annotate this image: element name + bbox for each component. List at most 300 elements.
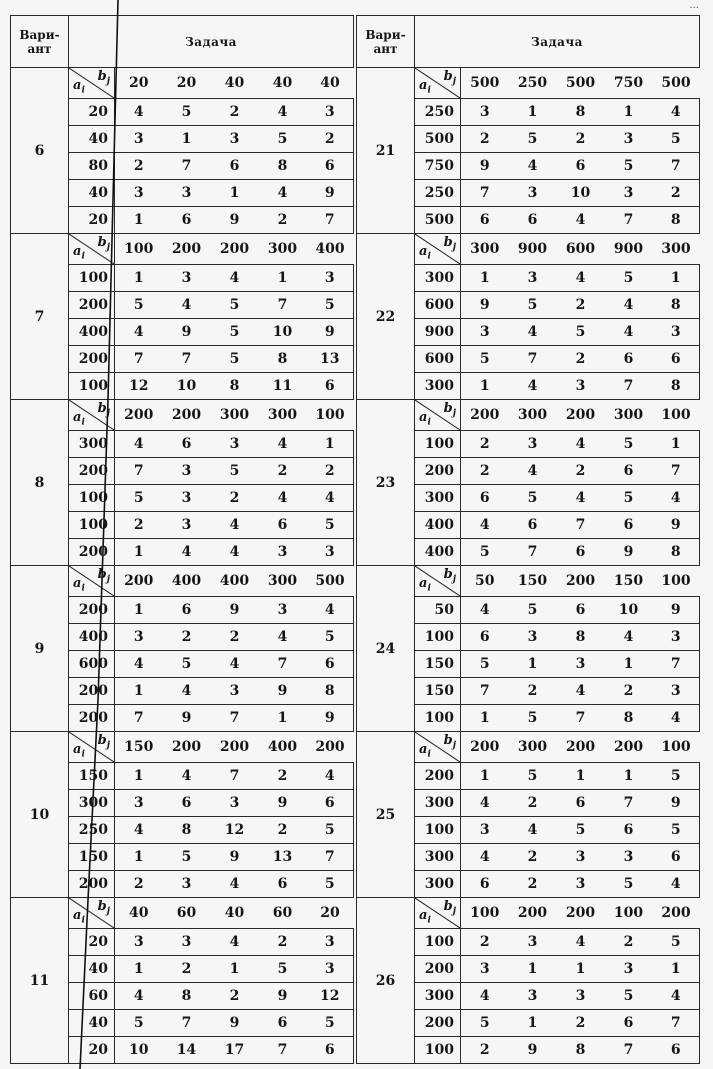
- cost-value: 1: [605, 651, 653, 678]
- supply-value: 40: [69, 180, 115, 207]
- cost-value: 1: [557, 956, 605, 983]
- cost-value: 4: [259, 485, 307, 512]
- variant-column-header: Вари- ант: [357, 16, 415, 68]
- cost-value: 4: [509, 153, 557, 180]
- cost-value: 1: [115, 678, 163, 705]
- demand-value: 200: [163, 234, 211, 265]
- cost-value: 1: [509, 1010, 557, 1037]
- cost-value: 5: [163, 99, 211, 126]
- supply-value: 100: [415, 1037, 461, 1064]
- cost-value: 1: [211, 956, 259, 983]
- demand-value: 300: [461, 234, 509, 265]
- supply-value: 100: [69, 373, 115, 400]
- supply-value: 300: [415, 983, 461, 1010]
- ai-bj-corner-cell: $a_i$ $b_j$: [69, 732, 115, 763]
- cost-value: 3: [163, 929, 211, 956]
- cost-value: 6: [163, 790, 211, 817]
- supply-value: 600: [415, 292, 461, 319]
- supply-value: 20: [69, 1037, 115, 1064]
- supply-value: 300: [415, 871, 461, 898]
- cost-value: 1: [115, 763, 163, 790]
- cost-value: 1: [115, 597, 163, 624]
- demand-value: 500: [653, 68, 700, 99]
- cost-value: 9: [605, 539, 653, 566]
- cost-value: 4: [605, 624, 653, 651]
- cost-value: 3: [163, 512, 211, 539]
- cost-value: 3: [509, 265, 557, 292]
- cost-value: 3: [163, 265, 211, 292]
- cost-value: 2: [557, 1010, 605, 1037]
- demand-value: 500: [307, 566, 354, 597]
- cost-value: 7: [653, 153, 700, 180]
- cost-value: 7: [115, 346, 163, 373]
- cost-value: 1: [259, 265, 307, 292]
- demand-value: 200: [557, 400, 605, 431]
- cost-value: 4: [461, 597, 509, 624]
- cost-value: 5: [605, 871, 653, 898]
- cost-value: 5: [163, 651, 211, 678]
- cost-value: 5: [307, 817, 354, 844]
- cost-value: 4: [259, 180, 307, 207]
- demand-value: 500: [461, 68, 509, 99]
- cost-value: 5: [509, 126, 557, 153]
- ai-bj-corner-cell: $a_i$ $b_j$: [69, 68, 115, 99]
- demand-value: 40: [115, 898, 163, 929]
- demand-value: 40: [259, 68, 307, 99]
- supply-value: 60: [69, 983, 115, 1010]
- cost-value: 2: [163, 956, 211, 983]
- cost-value: 17: [211, 1037, 259, 1064]
- cost-value: 2: [653, 180, 700, 207]
- variant-number: 24: [357, 566, 415, 732]
- cost-value: 3: [653, 624, 700, 651]
- cost-value: 3: [115, 790, 163, 817]
- demand-value: 900: [509, 234, 557, 265]
- cost-value: 4: [461, 790, 509, 817]
- cost-value: 1: [115, 844, 163, 871]
- supply-value: 100: [69, 265, 115, 292]
- cost-value: 8: [259, 346, 307, 373]
- supply-value: 80: [69, 153, 115, 180]
- cost-value: 5: [605, 265, 653, 292]
- demand-value: 200: [163, 732, 211, 763]
- cost-value: 3: [259, 539, 307, 566]
- demand-value: 900: [605, 234, 653, 265]
- cost-value: 3: [557, 651, 605, 678]
- cost-value: 3: [211, 431, 259, 458]
- cost-value: 2: [557, 346, 605, 373]
- cost-value: 5: [653, 817, 700, 844]
- cost-value: 5: [307, 871, 354, 898]
- cost-value: 9: [163, 705, 211, 732]
- cost-value: 3: [509, 929, 557, 956]
- cost-value: 5: [653, 929, 700, 956]
- cost-value: 4: [557, 485, 605, 512]
- supply-value: 40: [69, 956, 115, 983]
- cost-value: 5: [509, 485, 557, 512]
- cost-value: 8: [557, 99, 605, 126]
- variant-number: 6: [11, 68, 69, 234]
- cost-value: 3: [307, 956, 354, 983]
- cost-value: 6: [259, 871, 307, 898]
- cost-value: 6: [307, 373, 354, 400]
- cost-value: 6: [557, 153, 605, 180]
- cost-value: 3: [307, 539, 354, 566]
- cost-value: 2: [461, 431, 509, 458]
- supply-value: 250: [69, 817, 115, 844]
- cost-value: 8: [259, 153, 307, 180]
- demand-value: 150: [115, 732, 163, 763]
- cost-value: 9: [307, 319, 354, 346]
- cost-value: 10: [163, 373, 211, 400]
- cost-value: 5: [461, 1010, 509, 1037]
- cost-value: 4: [307, 763, 354, 790]
- cost-value: 5: [605, 983, 653, 1010]
- variant-number: 8: [11, 400, 69, 566]
- cost-value: 1: [509, 99, 557, 126]
- running-head: ...: [689, 0, 699, 11]
- demand-value: 300: [259, 234, 307, 265]
- cost-value: 4: [163, 292, 211, 319]
- supply-value: 300: [415, 844, 461, 871]
- ai-bj-corner-cell: $a_i$ $b_j$: [415, 234, 461, 265]
- supply-value: 600: [69, 651, 115, 678]
- cost-value: 2: [509, 790, 557, 817]
- cost-value: 2: [509, 844, 557, 871]
- cost-value: 5: [307, 1010, 354, 1037]
- cost-value: 9: [259, 983, 307, 1010]
- supply-value: 200: [69, 705, 115, 732]
- cost-value: 4: [557, 207, 605, 234]
- cost-value: 5: [115, 1010, 163, 1037]
- cost-value: 2: [259, 929, 307, 956]
- cost-value: 1: [653, 956, 700, 983]
- supply-value: 100: [415, 929, 461, 956]
- cost-value: 8: [653, 539, 700, 566]
- demand-value: 600: [557, 234, 605, 265]
- demand-value: 500: [557, 68, 605, 99]
- cost-value: 6: [461, 624, 509, 651]
- cost-value: 6: [307, 790, 354, 817]
- cost-value: 9: [307, 705, 354, 732]
- cost-value: 2: [461, 458, 509, 485]
- cost-value: 6: [211, 153, 259, 180]
- cost-value: 6: [461, 207, 509, 234]
- cost-value: 7: [605, 790, 653, 817]
- cost-value: 4: [211, 539, 259, 566]
- cost-value: 3: [307, 265, 354, 292]
- cost-value: 6: [307, 651, 354, 678]
- cost-value: 1: [115, 207, 163, 234]
- cost-value: 8: [163, 983, 211, 1010]
- demand-value: 400: [259, 732, 307, 763]
- demand-value: 100: [115, 234, 163, 265]
- demand-value: 200: [557, 898, 605, 929]
- cost-value: 2: [461, 1037, 509, 1064]
- demand-value: 200: [211, 234, 259, 265]
- cost-value: 5: [211, 319, 259, 346]
- cost-value: 7: [259, 1037, 307, 1064]
- demand-value: 200: [557, 566, 605, 597]
- cost-value: 2: [115, 871, 163, 898]
- cost-value: 2: [259, 458, 307, 485]
- cost-value: 7: [163, 1010, 211, 1037]
- variant-number: 7: [11, 234, 69, 400]
- cost-value: 9: [653, 597, 700, 624]
- supply-value: 300: [69, 790, 115, 817]
- supply-value: 200: [69, 458, 115, 485]
- cost-value: 9: [259, 678, 307, 705]
- cost-value: 2: [307, 126, 354, 153]
- cost-value: 2: [259, 763, 307, 790]
- cost-value: 6: [461, 871, 509, 898]
- cost-value: 6: [307, 153, 354, 180]
- cost-value: 2: [307, 458, 354, 485]
- cost-value: 5: [163, 844, 211, 871]
- cost-value: 5: [605, 485, 653, 512]
- cost-value: 2: [605, 929, 653, 956]
- cost-value: 11: [259, 373, 307, 400]
- supply-value: 300: [415, 790, 461, 817]
- cost-value: 6: [557, 790, 605, 817]
- supply-value: 100: [415, 705, 461, 732]
- cost-value: 1: [605, 763, 653, 790]
- cost-value: 4: [307, 597, 354, 624]
- cost-value: 8: [653, 207, 700, 234]
- cost-value: 5: [605, 153, 653, 180]
- variant-number: 26: [357, 898, 415, 1064]
- cost-value: 4: [307, 485, 354, 512]
- supply-value: 100: [69, 485, 115, 512]
- demand-value: 20: [115, 68, 163, 99]
- cost-value: 3: [461, 956, 509, 983]
- cost-value: 4: [509, 458, 557, 485]
- cost-value: 5: [509, 292, 557, 319]
- cost-value: 3: [307, 99, 354, 126]
- cost-value: 6: [653, 346, 700, 373]
- cost-value: 9: [653, 512, 700, 539]
- cost-value: 8: [557, 1037, 605, 1064]
- cost-value: 2: [557, 458, 605, 485]
- cost-value: 1: [115, 539, 163, 566]
- cost-value: 4: [653, 705, 700, 732]
- cost-value: 5: [211, 346, 259, 373]
- demand-value: 60: [163, 898, 211, 929]
- cost-value: 4: [115, 319, 163, 346]
- cost-value: 9: [509, 1037, 557, 1064]
- cost-value: 10: [259, 319, 307, 346]
- demand-value: 300: [653, 234, 700, 265]
- supply-value: 50: [415, 597, 461, 624]
- cost-value: 3: [211, 790, 259, 817]
- cost-value: 3: [461, 817, 509, 844]
- cost-value: 6: [259, 1010, 307, 1037]
- cost-value: 1: [211, 180, 259, 207]
- cost-value: 9: [211, 1010, 259, 1037]
- demand-value: 200: [653, 898, 700, 929]
- cost-value: 7: [259, 292, 307, 319]
- cost-value: 1: [461, 705, 509, 732]
- cost-value: 7: [509, 346, 557, 373]
- supply-value: 250: [415, 180, 461, 207]
- cost-value: 9: [211, 207, 259, 234]
- ai-bj-corner-cell: $a_i$ $b_j$: [415, 566, 461, 597]
- supply-value: 300: [69, 431, 115, 458]
- supply-value: 20: [69, 929, 115, 956]
- ai-bj-corner-cell: $a_i$ $b_j$: [69, 898, 115, 929]
- cost-value: 6: [653, 1037, 700, 1064]
- ai-bj-corner-cell: $a_i$ $b_j$: [69, 234, 115, 265]
- cost-value: 5: [653, 126, 700, 153]
- demand-value: 40: [211, 898, 259, 929]
- variant-number: 9: [11, 566, 69, 732]
- supply-value: 400: [69, 319, 115, 346]
- cost-value: 3: [163, 871, 211, 898]
- supply-value: 500: [415, 126, 461, 153]
- supply-value: 150: [415, 678, 461, 705]
- ai-bj-corner-cell: $a_i$ $b_j$: [415, 732, 461, 763]
- cost-value: 2: [211, 485, 259, 512]
- cost-value: 1: [115, 265, 163, 292]
- cost-value: 3: [557, 871, 605, 898]
- cost-value: 4: [557, 678, 605, 705]
- supply-value: 100: [415, 624, 461, 651]
- demand-value: 200: [605, 732, 653, 763]
- demand-value: 40: [211, 68, 259, 99]
- cost-value: 2: [509, 871, 557, 898]
- cost-value: 4: [259, 99, 307, 126]
- cost-value: 3: [605, 844, 653, 871]
- cost-value: 4: [163, 678, 211, 705]
- ai-bj-corner-cell: $a_i$ $b_j$: [69, 400, 115, 431]
- cost-value: 7: [557, 512, 605, 539]
- supply-value: 500: [415, 207, 461, 234]
- cost-value: 4: [211, 512, 259, 539]
- cost-value: 3: [461, 319, 509, 346]
- demand-value: 100: [307, 400, 354, 431]
- supply-value: 250: [415, 99, 461, 126]
- cost-value: 9: [307, 180, 354, 207]
- demand-value: 150: [605, 566, 653, 597]
- cost-value: 8: [557, 624, 605, 651]
- demand-value: 300: [509, 732, 557, 763]
- ai-bj-corner-cell: $a_i$ $b_j$: [415, 400, 461, 431]
- cost-value: 10: [115, 1037, 163, 1064]
- cost-value: 6: [557, 597, 605, 624]
- cost-value: 7: [211, 763, 259, 790]
- supply-value: 400: [415, 539, 461, 566]
- variant-number: 22: [357, 234, 415, 400]
- cost-value: 8: [605, 705, 653, 732]
- cost-value: 14: [163, 1037, 211, 1064]
- demand-value: 200: [163, 400, 211, 431]
- cost-value: 2: [259, 207, 307, 234]
- cost-value: 4: [605, 319, 653, 346]
- cost-value: 6: [259, 512, 307, 539]
- cost-value: 4: [605, 292, 653, 319]
- right-variants-table: [356, 15, 700, 1064]
- cost-value: 4: [211, 871, 259, 898]
- cost-value: 6: [605, 1010, 653, 1037]
- right-half: [356, 15, 699, 1058]
- cost-value: 3: [163, 458, 211, 485]
- cost-value: 2: [115, 153, 163, 180]
- cost-value: 6: [605, 458, 653, 485]
- demand-value: 200: [557, 732, 605, 763]
- demand-value: 250: [509, 68, 557, 99]
- cost-value: 1: [461, 373, 509, 400]
- left-half: [10, 15, 353, 1058]
- cost-value: 7: [163, 346, 211, 373]
- supply-value: 400: [69, 624, 115, 651]
- cost-value: 8: [211, 373, 259, 400]
- cost-value: 3: [307, 929, 354, 956]
- cost-value: 4: [509, 817, 557, 844]
- cost-value: 4: [509, 319, 557, 346]
- cost-value: 7: [509, 539, 557, 566]
- cost-value: 7: [307, 207, 354, 234]
- cost-value: 4: [653, 871, 700, 898]
- cost-value: 6: [605, 346, 653, 373]
- cost-value: 13: [307, 346, 354, 373]
- cost-value: 1: [605, 99, 653, 126]
- cost-value: 6: [163, 597, 211, 624]
- cost-value: 6: [163, 431, 211, 458]
- ai-bj-corner-cell: $a_i$ $b_j$: [415, 68, 461, 99]
- cost-value: 3: [557, 373, 605, 400]
- cost-value: 1: [653, 431, 700, 458]
- demand-value: 200: [461, 400, 509, 431]
- cost-value: 5: [461, 539, 509, 566]
- cost-value: 5: [605, 431, 653, 458]
- cost-value: 7: [653, 1010, 700, 1037]
- cost-value: 5: [307, 624, 354, 651]
- demand-value: 400: [307, 234, 354, 265]
- variant-number: 21: [357, 68, 415, 234]
- cost-value: 9: [211, 844, 259, 871]
- cost-value: 6: [307, 1037, 354, 1064]
- supply-value: 200: [415, 763, 461, 790]
- cost-value: 7: [211, 705, 259, 732]
- supply-value: 200: [69, 539, 115, 566]
- cost-value: 3: [509, 431, 557, 458]
- variant-number: 25: [357, 732, 415, 898]
- cost-value: 7: [461, 180, 509, 207]
- cost-value: 5: [307, 292, 354, 319]
- cost-value: 3: [509, 180, 557, 207]
- cost-value: 7: [307, 844, 354, 871]
- supply-value: 200: [415, 956, 461, 983]
- cost-value: 4: [259, 624, 307, 651]
- cost-value: 3: [115, 929, 163, 956]
- demand-value: 50: [461, 566, 509, 597]
- cost-value: 2: [163, 624, 211, 651]
- cost-value: 8: [653, 373, 700, 400]
- cost-value: 9: [163, 319, 211, 346]
- cost-value: 2: [461, 929, 509, 956]
- demand-value: 100: [653, 732, 700, 763]
- cost-value: 8: [653, 292, 700, 319]
- cost-value: 5: [557, 319, 605, 346]
- cost-value: 5: [509, 597, 557, 624]
- supply-value: 200: [69, 292, 115, 319]
- cost-value: 10: [557, 180, 605, 207]
- demand-value: 200: [307, 732, 354, 763]
- cost-value: 12: [307, 983, 354, 1010]
- demand-value: 300: [211, 400, 259, 431]
- cost-value: 9: [653, 790, 700, 817]
- demand-value: 20: [307, 898, 354, 929]
